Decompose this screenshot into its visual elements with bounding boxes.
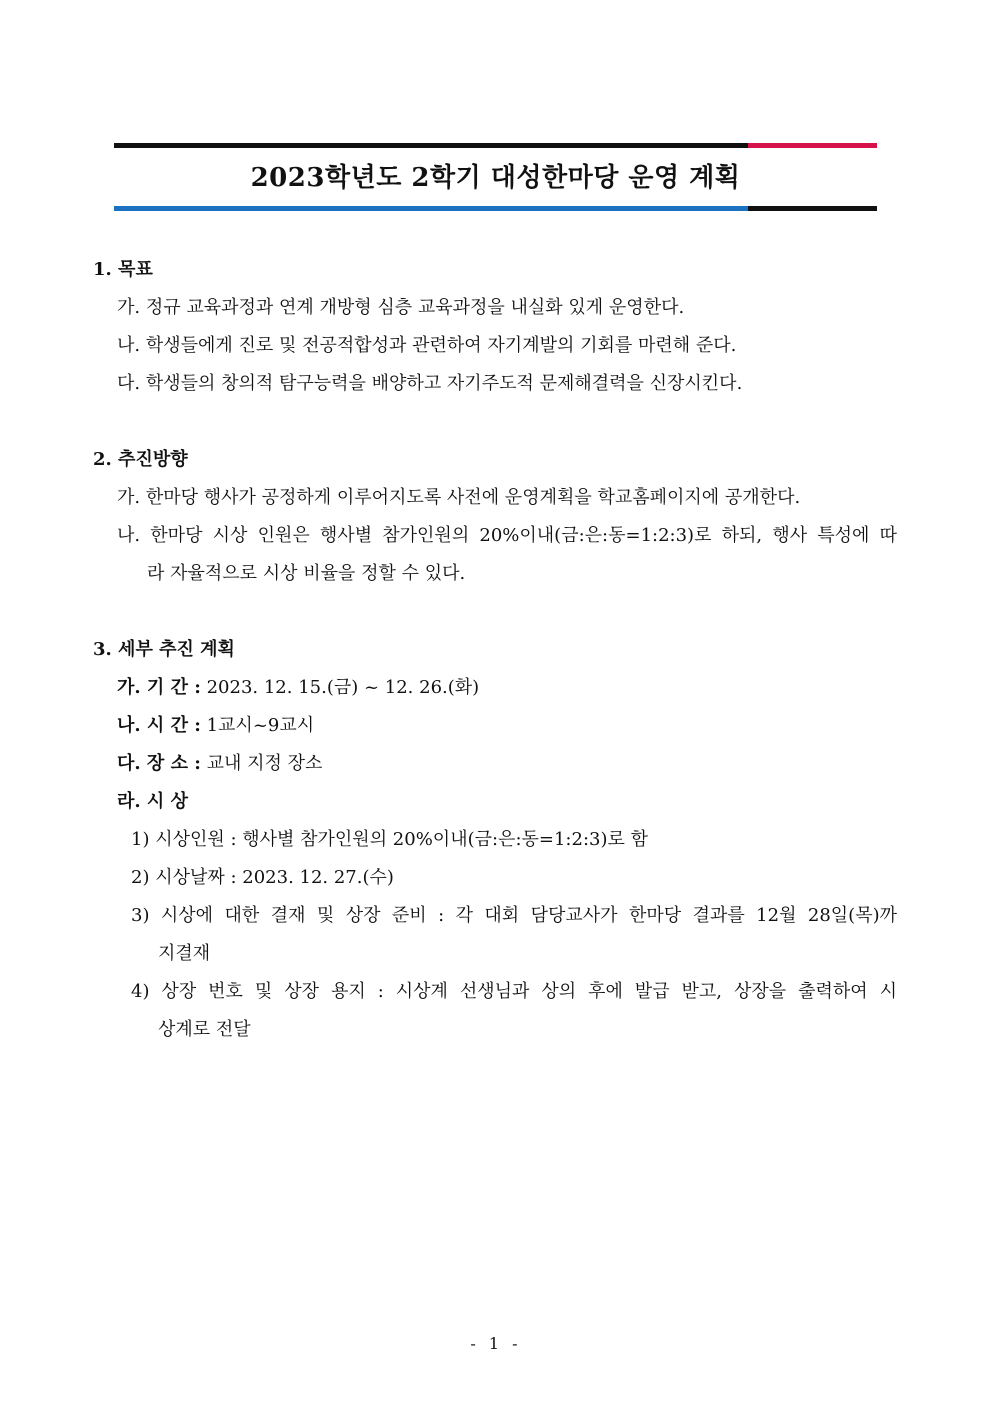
schedule-time	[117, 714, 314, 738]
section-2-item-na-continued: 라 자율적으로 시상 비율을 정할 수 있다.	[147, 563, 466, 584]
schedule-award-label: 라. 시 상	[117, 791, 188, 812]
title-bottom-rule-blue	[114, 206, 748, 211]
section-1-item-na: 나. 학생들에게 진로 및 전공적합성과 관련하여 자기계발의 기회를 마련해 준다.	[117, 335, 737, 356]
schedule-place-label: 다. 장 소 :	[117, 753, 201, 774]
award-subitem-4: 4) 상장 번호 및 상장 용지 : 시상계 선생님과 상의 후에 발급 받고, 상장을 출력하여 시	[131, 981, 897, 1002]
schedule-time-value: 1교시~9교시	[200, 715, 315, 736]
title-top-rule	[114, 143, 877, 148]
section-2-item-ga: 가. 한마당 행사가 공정하게 이루어지도록 사전에 운영계획을 학교홈페이지에 공개한다.	[117, 487, 801, 508]
schedule-period-label: 가. 기 간 :	[117, 677, 201, 698]
schedule-time-label: 나. 시 간 :	[117, 715, 201, 736]
schedule-place	[117, 752, 322, 776]
schedule-period-value: 2023. 12. 15.(금) ~ 12. 26.(화)	[200, 677, 480, 698]
section-2-heading: 2. 추진방향	[93, 449, 188, 470]
section-3-heading: 3. 세부 추진 계획	[93, 639, 235, 660]
document-title: 2023학년도 2학기 대성한마당 운영 계획	[250, 163, 741, 193]
award-subitem-4-continued: 상계로 전달	[158, 1019, 251, 1040]
schedule-place-value: 교내 지정 장소	[200, 753, 323, 774]
section-1-item-da: 다. 학생들의 창의적 탐구능력을 배양하고 자기주도적 문제해결력을 신장시킨다.	[117, 373, 743, 394]
award-subitem-1: 1) 시상인원 : 행사별 참가인원의 20%이내(금:은:동=1:2:3)로 함	[131, 829, 648, 850]
title-top-rule-red	[748, 143, 877, 148]
page-number: - 1 -	[470, 1334, 522, 1353]
title-bottom-rule	[114, 206, 877, 211]
schedule-award	[117, 790, 188, 814]
award-subitem-2: 2) 시상날짜 : 2023. 12. 27.(수)	[131, 867, 394, 888]
schedule-period	[117, 676, 479, 700]
award-subitem-3: 3) 시상에 대한 결재 및 상장 준비 : 각 대회 담당교사가 한마당 결과를 12월 28일(목)까	[131, 905, 897, 926]
section-1-item-ga: 가. 정규 교육과정과 연계 개방형 심층 교육과정을 내실화 있게 운영한다.	[117, 297, 685, 318]
section-1-heading: 1. 목표	[93, 259, 153, 280]
section-2-item-na: 나. 한마당 시상 인원은 행사별 참가인원의 20%이내(금:은:동=1:2:3)로 하되, 행사 특성에 따	[117, 525, 897, 546]
title-bottom-rule-black	[748, 206, 877, 211]
title-top-rule-black	[114, 143, 748, 148]
award-subitem-3-continued: 지결재	[158, 943, 211, 964]
